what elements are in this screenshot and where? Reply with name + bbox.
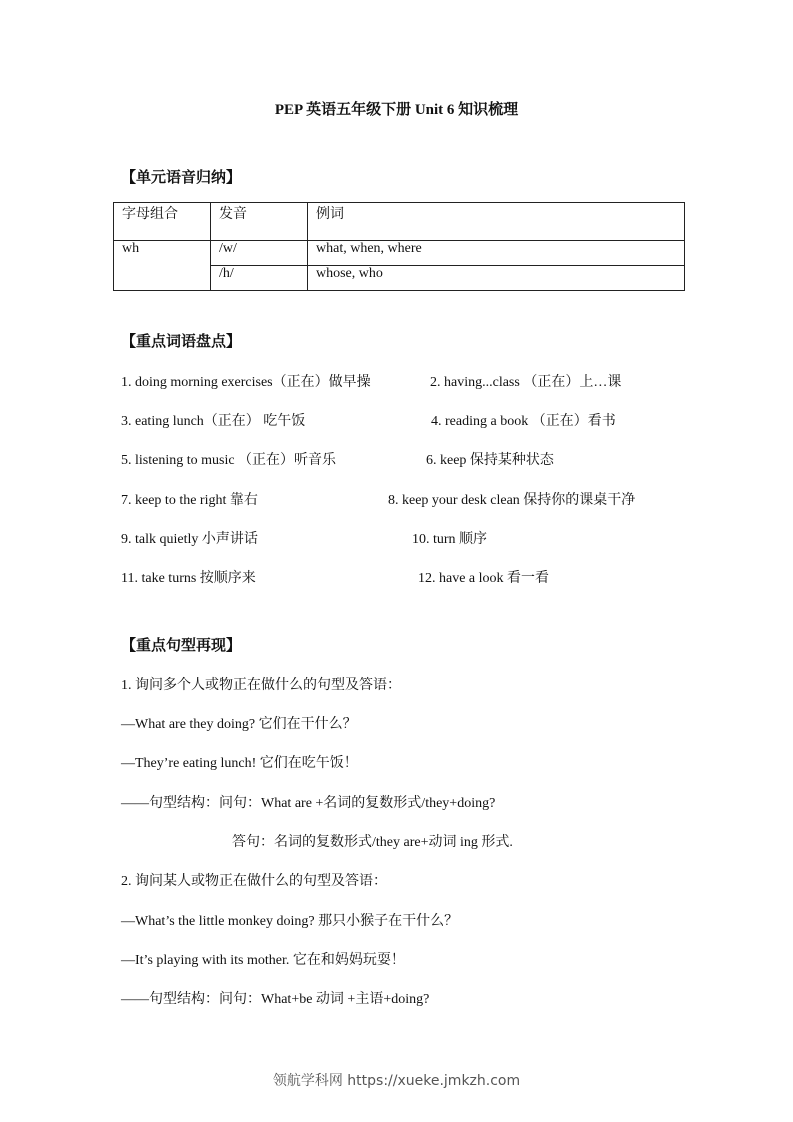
examples-cell: whose, who [308,266,685,291]
section-heading-phonics: 【单元语音归纳】 [121,168,242,186]
document-title: PEP 英语五年级下册 Unit 6 知识梳理 [274,102,519,118]
section-heading-sentences: 【重点句型再现】 [121,636,242,654]
table-header-cell: 例词 [308,203,685,241]
examples-cell: what, when, where [308,241,685,266]
sentence-line: 2. 询问某人或物正在做什么的句型及答语： [121,874,387,889]
vocab-item: 2. having...class （正在）上…课 [430,375,622,390]
vocab-item: 12. have a look 看一看 [418,571,550,586]
vocab-item: 11. take turns 按顺序来 [121,571,256,586]
sentence-line: ——句型结构：问句：What+be 动词 +主语+doing? [121,992,430,1007]
vocab-item: 3. eating lunch（正在） 吃午饭 [121,414,306,429]
sentence-line: 答句：名词的复数形式/they are+动词 ing 形式. [232,835,513,850]
table-header-row [114,203,685,241]
table-header-cell: 发音 [211,203,308,241]
section-heading-vocab: 【重点词语盘点】 [121,332,242,350]
sentence-line: —They’re eating lunch! 它们在吃午饭！ [121,756,358,771]
sentence-line: —It’s playing with its mother. 它在和妈妈玩耍！ [121,953,405,968]
vocab-item: 1. doing morning exercises（正在）做早操 [121,375,371,390]
phonics-table [113,202,685,291]
vocab-item: 4. reading a book （正在）看书 [431,414,616,429]
vocab-item: 5. listening to music （正在）听音乐 [121,453,337,468]
vocab-item: 6. keep 保持某种状态 [426,453,554,468]
sentence-line: —What are they doing? 它们在干什么？ [121,717,357,732]
sentence-line: ——句型结构：问句：What are +名词的复数形式/they+doing? [121,796,496,811]
vocab-item: 8. keep your desk clean 保持你的课桌干净 [388,493,636,508]
table-header-cell: 字母组合 [114,203,211,241]
vocab-item: 7. keep to the right 靠右 [121,493,258,508]
vocab-item: 10. turn 顺序 [412,532,488,547]
sentence-line: —What’s the little monkey doing? 那只小猴子在干什么？ [121,914,459,929]
sound-cell: /w/ [211,241,308,266]
table-row [114,241,685,266]
sound-cell: /h/ [211,266,308,291]
footer-watermark: 领航学科网 https://xueke.jmkzh.com [272,1073,521,1089]
vocab-item: 9. talk quietly 小声讲话 [121,532,258,547]
letter-combo-cell: wh [114,241,211,291]
sentence-line: 1. 询问多个人或物正在做什么的句型及答语： [121,678,401,693]
